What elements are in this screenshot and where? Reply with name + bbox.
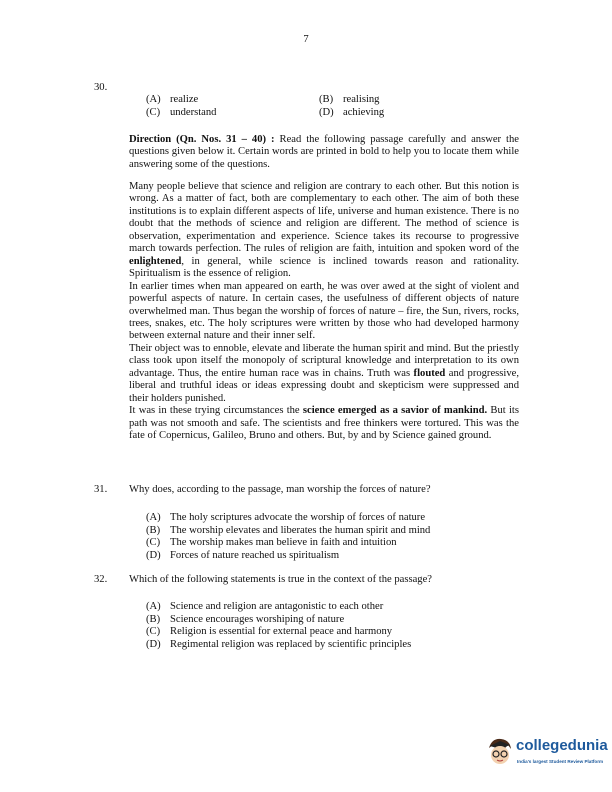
option-b [319,94,469,107]
option-letter: (C) [146,537,161,549]
bold-text: flouted [413,367,446,379]
collegedunia-logo [486,732,606,772]
option-a [146,94,319,107]
logo-name: collegedunia [516,737,608,754]
option-d [146,639,411,652]
option-letter: (A) [146,94,161,105]
option-letter: (B) [146,613,161,625]
direction-body: Read the following passage carefully and answer the questions given below it. Certain words are printed in bold to help you to locate them while answering some of the questions. [129,134,519,170]
text: It was in these trying circumstances the [129,405,303,417]
option-text: understand [170,106,217,118]
option-text: The worship elevates and liberates the human spirit and mind [170,524,431,536]
option-letter: (B) [319,94,334,105]
direction-label: Direction (Qn. Nos. 31 – 40) : [129,134,275,145]
text: and progressive, liberal and truthful ideas or ideas expressing doubt and skepticism were suppressed and their holders punished. [129,367,520,404]
option-a [146,601,411,614]
option-text: Science and religion are antagonistic to each other [170,601,384,612]
text: But its path was not smooth and safe. The scientists and free thinkers were tortured. This was the fate of Copernicus, Galileo, Bruno and others. But, by and by Science gained ground. [129,405,519,442]
passage [129,181,519,443]
question-30-options [146,94,469,119]
text: Many people believe that science and religion are contrary to each other. But this notion is wrong. As a matter of fact, both are complementary to each other. The aim of both these institutions is to explain different aspects of life, universe and human existence. There is no doubt that the methods of science and religion are different. The method of science is observation, experimentation and experience. Science takes its recourse to progressive march towards perfection. The rules of religion are faith, intuition and spoken word of the [129,181,519,255]
option-text: The holy scriptures advocate the worship of forces of nature [170,512,426,523]
option-b [146,614,411,627]
option-c [146,626,411,639]
option-letter: (D) [146,638,161,650]
logo-tagline: India's largest Student Review Platform [517,759,604,764]
question-32-text: Which of the following statements is true in the context of the passage? [129,574,433,585]
option-c [146,107,319,120]
option-letter: (D) [319,106,334,118]
option-d [146,550,430,563]
option-d [319,107,469,120]
question-31-text: Why does, according to the passage, man worship the forces of nature? [129,484,431,495]
bold-text: science emerged as a savior of mankind. [302,405,488,417]
option-text: achieving [343,106,385,118]
option-letter: (C) [146,626,161,638]
question-31-options [146,512,430,562]
option-text: The worship makes man believe in faith and intuition [170,537,397,549]
text: Their object was to ennoble, elevate and liberate the human spirit and mind. But the priestly class took upon itself the monopoly of scriptural knowledge and interpretation to its own advantage. Thus, the entire human race was in chains. Truth was [129,342,519,379]
option-letter: (A) [146,512,161,523]
option-text: Science encourages worshiping of nature [170,613,345,625]
bold-text: enlightened [129,255,182,267]
option-letter: (B) [146,524,161,536]
option-a [146,512,430,525]
question-32-options [146,601,411,651]
option-c [146,537,430,550]
question-32-number: 32. [94,574,108,585]
option-text: Forces of nature reached us spiritualism [170,549,340,561]
passage-paragraph [129,343,519,405]
option-letter: (A) [146,601,161,612]
passage-paragraph [129,405,519,442]
mascot-icon [486,736,514,768]
direction-text [129,134,519,171]
option-text: realize [170,94,199,105]
option-text: Religion is essential for external peace and harmony [170,626,393,638]
passage-paragraph [129,181,519,281]
option-b [146,525,430,538]
page-number: 7 [303,34,309,45]
option-letter: (C) [146,106,161,118]
option-text: realising [343,94,380,105]
option-letter: (D) [146,549,161,561]
text: In earlier times when man appeared on earth, he was over awed at the sight of violent and powerful aspects of nature. In certain cases, the usefulness of different objects of nature overwhelmed man. Thus began the worship of forces of nature – fire, the Sun, rivers, rocks, trees, snakes, etc. The holy scriptures were written by those who had developed harmony between external nature and their inner self. [129,280,519,342]
text: , in general, while science is inclined towards reason and rationality. Spiritualism is the essence of religion. [129,255,519,280]
question-30-number: 30. [94,82,108,93]
passage-paragraph [129,281,519,343]
option-text: Regimental religion was replaced by scientific principles [170,638,412,650]
question-31-number: 31. [94,484,108,495]
